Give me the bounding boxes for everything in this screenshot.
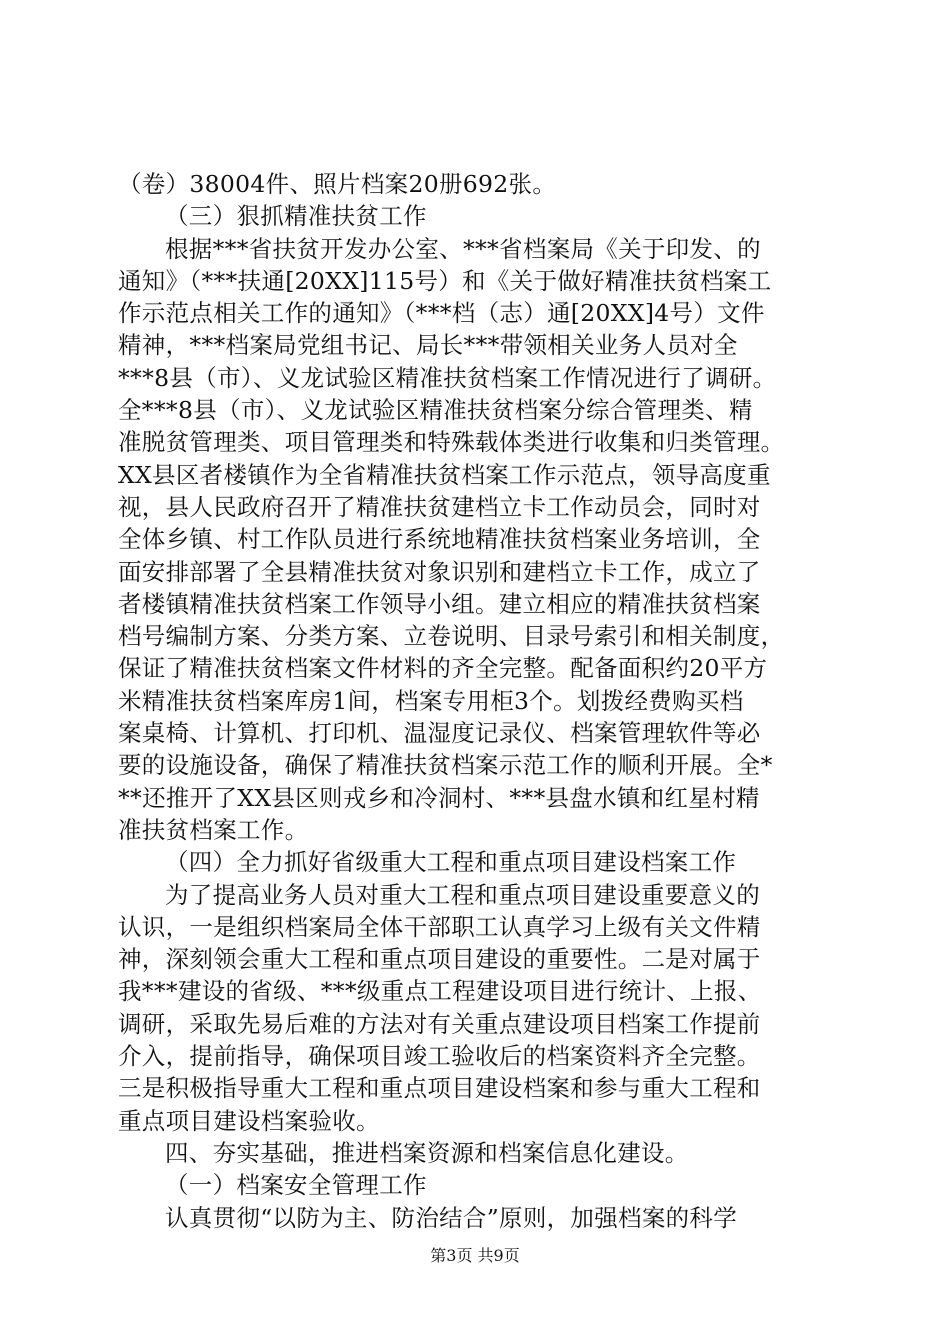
section-heading: （一）档案安全管理工作	[165, 1171, 427, 1200]
text-line: 准扶贫档案工作。	[118, 815, 309, 844]
text-line: 调研，采取先易后难的方法对有关重点建设项目档案工作提前	[118, 1009, 761, 1038]
text-line: 为了提高业务人员对重大工程和重点项目建设重要意义的	[165, 880, 760, 909]
text-line: 者楼镇精准扶贫档案工作领导小组。建立相应的精准扶贫档案	[118, 589, 761, 618]
text-line: 作示范点相关工作的通知》（***档（志）通[20XX]4号）文件	[118, 299, 765, 328]
text-line: ***8县（市）、义龙试验区精准扶贫档案工作情况进行了调研。	[118, 363, 777, 392]
text-line: 米精准扶贫档案库房1间，档案专用柜3个。划拨经费购买档	[118, 686, 744, 715]
text-line: 要的设施设备，确保了精准扶贫档案示范工作的顺利开展。全*	[118, 751, 773, 780]
text-line: 介入，提前指导，确保项目竣工验收后的档案资料齐全完整。	[118, 1042, 761, 1071]
text-line: 全体乡镇、村工作队员进行系统地精准扶贫档案业务培训，全	[118, 525, 761, 554]
text-line: 我***建设的省级、***级重点工程建设项目进行统计、上报、	[118, 977, 762, 1006]
text-line: 保证了精准扶贫档案文件材料的齐全完整。配备面积约20平方	[118, 654, 768, 683]
text-line: 面安排部署了全县精准扶贫对象识别和建档立卡工作，成立了	[118, 557, 761, 586]
text-line: 精神，***档案局党组书记、局长***带领相关业务人员对全	[118, 331, 738, 360]
text-line: 准脱贫管理类、项目管理类和特殊载体类进行收集和归类管理。	[118, 428, 785, 457]
text-line: **还推开了XX县区则戎乡和冷洞村、***县盘水镇和红星村精	[118, 783, 760, 812]
section-heading: 四、夯实基础，推进档案资源和档案信息化建设。	[165, 1138, 689, 1167]
text-line: 三是积极指导重大工程和重点项目建设档案和参与重大工程和	[118, 1074, 761, 1103]
text-line: 案桌椅、计算机、打印机、温湿度记录仪、档案管理软件等必	[118, 719, 761, 748]
document-body	[118, 168, 838, 1234]
text-line: 全***8县（市）、义龙试验区精准扶贫档案分综合管理类、精	[118, 396, 753, 425]
text-line: 重点项目建设档案验收。	[118, 1106, 380, 1135]
text-line: 认真贯彻“以防为主、防治结合”原则，加强档案的科学	[165, 1203, 738, 1232]
text-line: 根据***省扶贫开发办公室、***省档案局《关于印发、的	[165, 234, 761, 263]
text-line: 视，县人民政府召开了精准扶贫建档立卡工作动员会，同时对	[118, 492, 761, 521]
section-heading: （四）全力抓好省级重大工程和重点项目建设档案工作	[165, 848, 737, 877]
text-line: XX县区者楼镇作为全省精准扶贫档案工作示范点，领导高度重	[118, 460, 771, 489]
text-line: 神，深刻领会重大工程和重点项目建设的重要性。二是对属于	[118, 945, 761, 974]
text-line: 档号编制方案、分类方案、立卷说明、目录号索引和相关制度，	[118, 622, 785, 651]
section-heading: （三）狠抓精准扶贫工作	[165, 202, 427, 231]
text-line: 通知》（***扶通[20XX]115号）和《关于做好精准扶贫档案工	[118, 266, 772, 295]
page-number-footer: 第3页 共9页	[430, 1246, 520, 1265]
text-line: （卷）38004件、照片档案20册692张。	[118, 170, 557, 198]
text-line: 认识，一是组织档案局全体干部职工认真学习上级有关文件精	[118, 912, 761, 941]
